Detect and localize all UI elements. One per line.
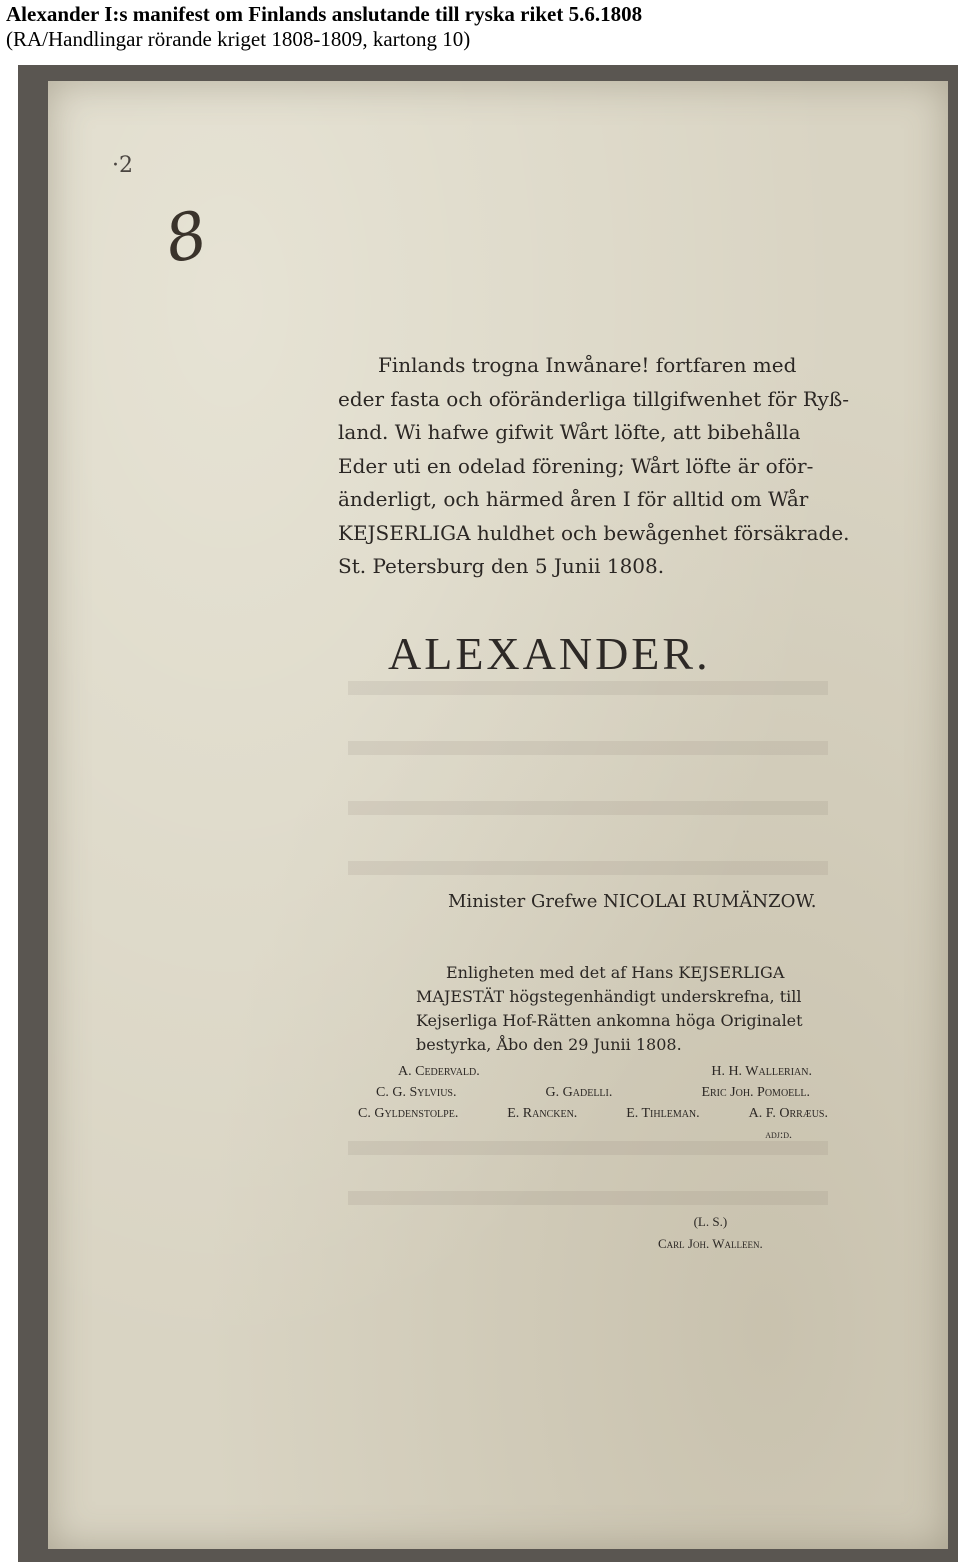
page-title: Alexander I:s manifest om Finlands anslutande till ryska riket 5.6.1808 xyxy=(6,2,643,26)
proclamation-line: Eder uti en odelad förening; Wårt löfte är oför- xyxy=(338,453,814,478)
certification-line: Kejserliga Hof-Rätten ankomna höga Originalet xyxy=(416,1011,803,1030)
certification-line: MAJESTÄT högstegenhändigt underskrefna, till xyxy=(416,987,802,1006)
document-sheet xyxy=(48,81,948,1549)
signatory-name: A. F. Orræus. xyxy=(748,1106,828,1121)
signatory-name: G. Gadelli. xyxy=(545,1085,613,1100)
signatory-name: E. Tihleman. xyxy=(626,1106,700,1121)
proclamation-line: St. Petersburg den 5 Junii 1808. xyxy=(338,554,665,578)
imperial-signature: ALEXANDER. xyxy=(388,628,711,679)
signatory-name: C. G. Sylvius. xyxy=(376,1085,457,1100)
proclamation-line: eder fasta och oföränderliga tillgifwenhet för Ryß- xyxy=(338,386,849,411)
signatory-name: E. Rancken. xyxy=(507,1106,578,1121)
seal-block xyxy=(658,1211,763,1255)
minister-countersignature: Minister Grefwe NICOLAI RUMÄNZOW. xyxy=(448,891,817,912)
proclamation-line: änderligt, och härmed åren I för alltid om Wår xyxy=(338,487,809,511)
signatory-row xyxy=(358,1061,828,1082)
signatory-row xyxy=(358,1082,828,1103)
certification-line: bestyrka, Åbo den 29 Junii 1808. xyxy=(416,1035,682,1054)
handwritten-number: 8 xyxy=(158,197,214,279)
pencil-mark: ·2 xyxy=(112,153,133,178)
signatory-name: Eric Joh. Pomoell. xyxy=(701,1085,810,1100)
signatory-name: A. Cedervald. xyxy=(398,1064,480,1079)
signatory-note: adj:d. xyxy=(765,1127,792,1141)
proclamation-line: Finlands trogna Inwånare! fortfaren med xyxy=(378,353,797,377)
signatory-name: H. H. Wallerian. xyxy=(711,1064,812,1079)
seal-mark: (L. S.) xyxy=(693,1214,728,1229)
certification-line: Enligheten med det af Hans KEJSERLIGA xyxy=(446,963,785,982)
proclamation-line: KEJSERLIGA huldhet och bewågenhet försäkrade. xyxy=(338,520,850,545)
signatory-name: C. Gyldenstolpe. xyxy=(358,1106,459,1121)
certification-text xyxy=(416,961,836,1057)
signatories-block xyxy=(358,1061,828,1145)
scanned-document-frame xyxy=(18,65,958,1562)
page-subtitle: (RA/Handlingar rörande kriget 1808-1809, kartong 10) xyxy=(6,27,471,51)
proclamation-line: land. Wi hafwe gifwit Wårt löfte, att bibehålla xyxy=(338,420,801,444)
seal-signature: Carl Joh. Walleen. xyxy=(658,1236,763,1251)
proclamation-text xyxy=(338,349,850,584)
signatory-row xyxy=(358,1103,828,1124)
